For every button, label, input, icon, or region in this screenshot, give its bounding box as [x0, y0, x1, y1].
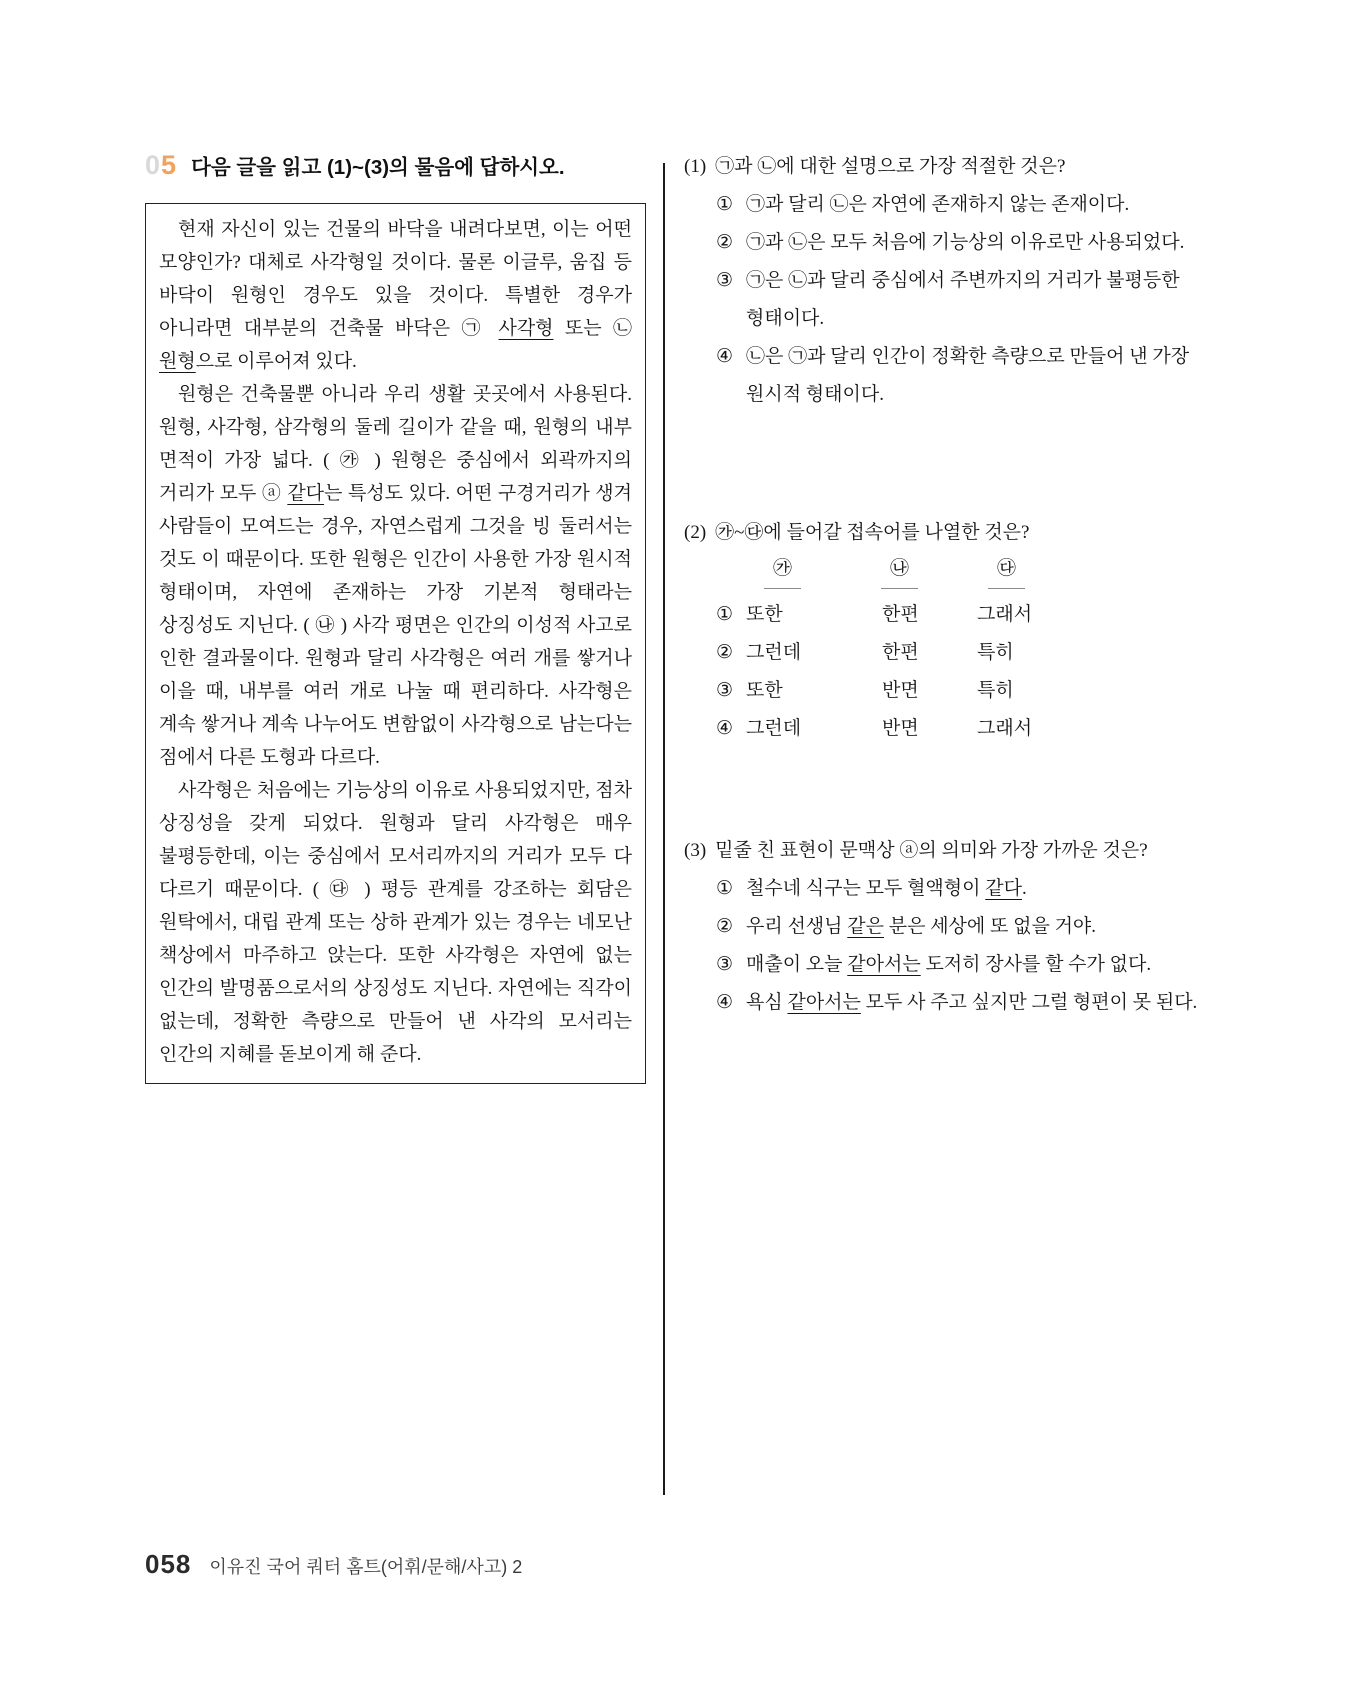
question-1-stem-text: ㉠과 ㉡에 대한 설명으로 가장 적절한 것은?: [715, 156, 1066, 177]
question-number-gray: 0: [145, 150, 162, 180]
option-text: ㉠은 ㉡과 달리 중심에서 주변까지의 거리가 불평등한 형태이다.: [746, 270, 1180, 329]
column-header-na: ㉯: [881, 552, 918, 589]
option-number: ②: [716, 642, 734, 663]
option-cell: 특히: [977, 642, 1014, 663]
passage-paragraph-3: 사각형은 처음에는 기능상의 이유로 사용되었지만, 점차 상징성을 갖게 되었다. 원형과 달리 사각형은 매우 불평등한데, 이는 중심에서 모서리까지의 거리가 모두 다 다르기 때문이다. ( ㉰ ) 평등 관계를 강조하는 회담은 원탁에서, 대립 관계 또는 상하 관계가 있는 경우는 네모난 책상에서 마주하고 앉는다. 또한 사각형은 자연에 없는 인간의 발명품으로서의 상징성도 지닌다. 자연에는 직각이 없는데, 정확한 측량으로 만들어 낸 사각의 모서리는 인간의 지혜를 돋보이게 해 준다.: [159, 780, 632, 1065]
option-number: ④: [716, 346, 734, 367]
column-header-da: ㉰: [988, 552, 1025, 589]
option-cell: 특히: [977, 680, 1014, 701]
book-title: 이유진 국어 쿼터 홈트(어휘/문해/사고) 2: [209, 1557, 523, 1577]
option-cell: 그래서: [977, 604, 1033, 625]
option-text: 우리 선생님 같은 분은 세상에 또 없을 거야.: [746, 916, 1097, 937]
option-text: 욕심 같아서는 모두 사 주고 싶지만 그럴 형편이 못 된다.: [746, 992, 1198, 1013]
option-cell: 반면: [882, 680, 919, 701]
option-cell: 그래서: [977, 718, 1033, 739]
option-text: 철수네 식구는 모두 혈액형이 같다.: [746, 878, 1027, 899]
option-number: ①: [716, 604, 734, 625]
question-instruction: 다음 글을 읽고 (1)~(3)의 물음에 답하시오.: [191, 156, 565, 179]
question-2: [684, 514, 1240, 748]
question-3-option-1: [684, 870, 1240, 908]
question-2-option-3: [684, 672, 1240, 710]
question-1-option-1: [684, 186, 1240, 224]
question-2-option-2: [684, 634, 1240, 672]
option-cell: 한편: [882, 642, 919, 663]
question-2-option-1: [684, 596, 1240, 634]
question-3-option-3: [684, 946, 1240, 984]
option-text: 매출이 오늘 같아서는 도저히 장사를 할 수가 없다.: [746, 954, 1152, 975]
question-header: [145, 150, 646, 181]
option-number: ②: [716, 916, 734, 937]
option-cell: 또한: [746, 680, 783, 701]
column-header-ga: ㉮: [764, 552, 801, 589]
option-number: ④: [716, 992, 734, 1013]
option-text: ㉡은 ㉠과 달리 인간이 정확한 측량으로 만들어 낸 가장 원시적 형태이다.: [746, 346, 1190, 405]
question-3-stem: [684, 832, 1240, 870]
question-1-option-2: [684, 224, 1240, 262]
question-number-accent: 5: [161, 150, 178, 180]
question-3-label: (3): [684, 840, 707, 861]
question-3-option-4: [684, 984, 1240, 1022]
option-cell: 한편: [882, 604, 919, 625]
question-2-stem: [684, 514, 1240, 552]
option-number: ④: [716, 718, 734, 739]
option-number: ②: [716, 232, 734, 253]
right-column: [684, 148, 1240, 1022]
passage-box: [145, 203, 646, 1084]
left-column: [145, 150, 646, 1084]
option-cell: 반면: [882, 718, 919, 739]
question-3-option-2: [684, 908, 1240, 946]
option-number: ①: [716, 878, 734, 899]
question-2-option-4: [684, 710, 1240, 748]
option-number: ③: [716, 270, 734, 291]
question-1-option-4: [684, 338, 1240, 414]
question-number: [145, 150, 177, 181]
question-2-stem-text: ㉮~㉰에 들어갈 접속어를 나열한 것은?: [715, 522, 1030, 543]
question-3-stem-text: 밑줄 친 표현이 문맥상 ⓐ의 의미와 가장 가까운 것은?: [715, 840, 1148, 861]
option-number: ③: [716, 680, 734, 701]
question-2-label: (2): [684, 522, 707, 543]
passage-paragraph-2: 원형은 건축물뿐 아니라 우리 생활 곳곳에서 사용된다. 원형, 사각형, 삼각형의 둘레 길이가 같을 때, 원형의 내부 면적이 가장 넓다. ( ㉮ ) 원형은 중심에서 외곽까지의 거리가 모두 ⓐ 같다는 특성도 있다. 어떤 구경거리가 생겨 사람들이 모여드는 경우, 자연스럽게 그것을 빙 둘러서는 것도 이 때문이다. 또한 원형은 인간이 사용한 가장 원시적 형태이며, 자연에 존재하는 가장 기본적 형태라는 상징성도 지닌다. ( ㉯ ) 사각 평면은 인간의 이성적 사고로 인한 결과물이다. 원형과 달리 사각형은 여러 개를 쌓거나 이을 때, 내부를 여러 개로 나눌 때 편리하다. 사각형은 계속 쌓거나 계속 나누어도 변함없이 사각형으로 남는다는 점에서 다른 도형과 다르다.: [159, 384, 632, 768]
question-1-label: (1): [684, 156, 707, 177]
option-cell: 그런데: [746, 642, 802, 663]
page-footer: [145, 1549, 522, 1580]
option-cell: 또한: [746, 604, 783, 625]
column-divider: [663, 163, 665, 1495]
option-cell: 그런데: [746, 718, 802, 739]
question-2-column-headers: [684, 552, 1240, 596]
question-1-stem: [684, 148, 1240, 186]
question-1-option-3: [684, 262, 1240, 338]
option-number: ③: [716, 954, 734, 975]
option-number: ①: [716, 194, 734, 215]
question-1: [684, 148, 1240, 414]
question-3: [684, 832, 1240, 1022]
page-number: 058: [145, 1549, 192, 1579]
option-text: ㉠과 ㉡은 모두 처음에 기능상의 이유로만 사용되었다.: [746, 232, 1185, 253]
passage-paragraph-1: 현재 자신이 있는 건물의 바닥을 내려다보면, 이는 어떤 모양인가? 대체로 사각형일 것이다. 물론 이글루, 움집 등 바닥이 원형인 경우도 있을 것이다. 특별한 경우가 아니라면 대부분의 건축물 바닥은 ㉠ 사각형 또는 ㉡ 원형으로 이루어져 있다.: [159, 219, 632, 372]
option-text: ㉠과 달리 ㉡은 자연에 존재하지 않는 존재이다.: [746, 194, 1130, 215]
